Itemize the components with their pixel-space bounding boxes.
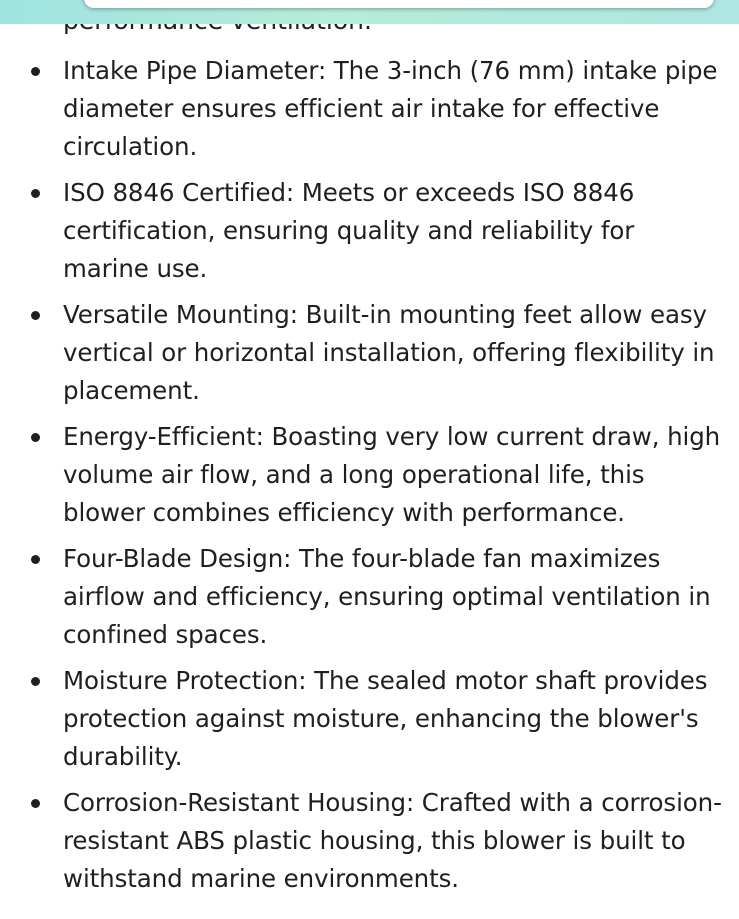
app-header-bar: [0, 0, 739, 24]
list-item: [0, 52, 739, 166]
feature-text: ISO 8846 Certified: Meets or exceeds ISO 8846 certification, ensuring quality and reliability for marine use.: [63, 178, 635, 283]
feature-list: [0, 52, 739, 906]
feature-text: Energy-Efficient: Boasting very low current draw, high volume air flow, and a long operational life, this blower combines efficiency with performance.: [63, 422, 721, 527]
feature-text: Moisture Protection: The sealed motor shaft provides protection against moisture, enhancing the blower's durability.: [63, 666, 708, 771]
list-item: [0, 540, 739, 654]
bullet-icon: [31, 189, 40, 198]
feature-text: Four-Blade Design: The four-blade fan maximizes airflow and efficiency, ensuring optimal ventilation in confined spaces.: [63, 544, 711, 649]
feature-text: Versatile Mounting: Built-in mounting feet allow easy vertical or horizontal installation, offering flexibility in placement.: [63, 300, 715, 405]
bullet-icon: [31, 555, 40, 564]
bullet-icon: [31, 311, 40, 320]
search-bar[interactable]: [84, 0, 714, 8]
feature-text: Corrosion-Resistant Housing: Crafted with a corrosion-resistant ABS plastic housing, this blower is built to withstand marine environments.: [63, 788, 722, 893]
feature-text: Intake Pipe Diameter: The 3-inch (76 mm) intake pipe diameter ensures efficient air intake for effective circulation.: [63, 56, 718, 161]
list-item: [0, 784, 739, 898]
bullet-icon: [31, 677, 40, 686]
bullet-icon: [31, 67, 40, 76]
bullet-icon: [31, 799, 40, 808]
bullet-icon: [31, 433, 40, 442]
list-item: [0, 296, 739, 410]
list-item: [0, 662, 739, 776]
list-item: [0, 174, 739, 288]
list-item: [0, 418, 739, 532]
